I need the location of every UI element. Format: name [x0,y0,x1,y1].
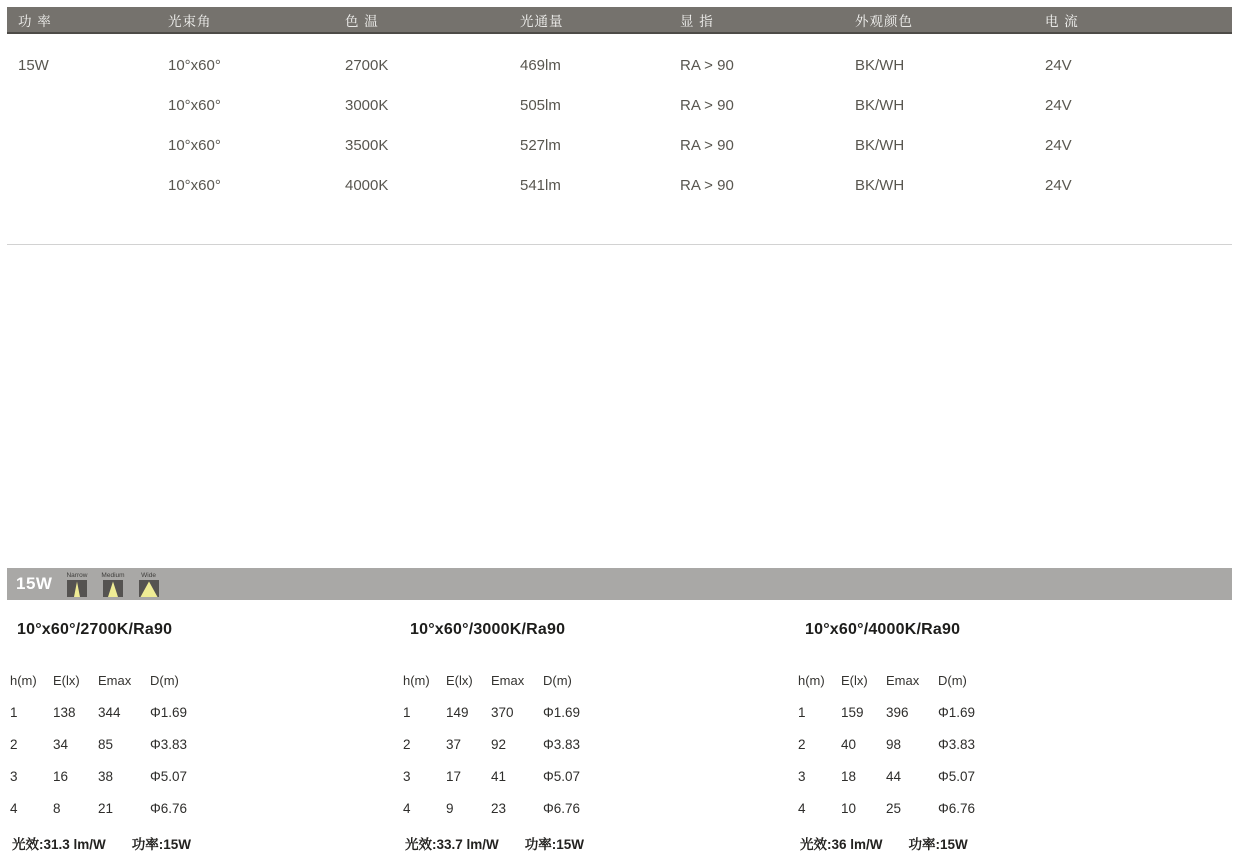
wide-beam-icon [139,580,159,597]
cell-elx: 34 [53,736,69,752]
table-row [10,696,250,728]
photometric-title: 10°x60°/2700K/Ra90 [17,621,173,638]
cell-emax: 370 [491,704,514,720]
spec-col-housing-color: 外观颜色 [855,13,913,29]
power-value: 功率:15W [131,837,192,852]
beam-item-narrow [66,572,87,597]
photometric-title: 10°x60°/3000K/Ra90 [410,621,566,638]
cell-d: Φ1.69 [150,704,188,720]
cell-luminous-flux: 469lm [520,56,561,74]
cell-beam-angle: 10°x60° [168,96,221,114]
table-row [798,728,1038,760]
photometric-header-row [798,664,1038,696]
efficacy-value: 光效:36 lm/W [800,837,883,852]
cell-beam-angle: 10°x60° [168,176,221,194]
cell-elx: 149 [446,704,469,720]
col-diameter: D(m) [543,672,572,688]
spec-col-cri: 显 指 [680,13,714,29]
cell-emax: 85 [98,736,114,752]
photometric-footer [403,826,590,858]
wide-beam-label: Wide [141,571,156,579]
col-height: h(m) [798,672,825,688]
table-row [798,696,1038,728]
cell-h: 2 [798,736,806,752]
photometric-grid [403,664,643,824]
cell-d: Φ6.76 [543,800,581,816]
cell-current: 24V [1045,56,1072,74]
col-emax: Emax [98,672,132,688]
cell-cct: 3000K [345,96,389,114]
cell-d: Φ5.07 [938,768,976,784]
photometric-table-2700k [10,620,250,858]
cell-d: Φ3.83 [543,736,581,752]
cell-elx: 17 [446,768,462,784]
col-elx: E(lx) [841,672,868,688]
col-diameter: D(m) [150,672,179,688]
cell-cri: RA > 90 [680,56,734,74]
cell-elx: 8 [53,800,61,816]
efficacy-value: 光效:33.7 lm/W [405,837,499,852]
cell-power: 15W [18,56,49,74]
table-row [10,728,250,760]
spec-col-power: 功 率 [18,13,52,29]
cell-luminous-flux: 505lm [520,96,561,114]
narrow-beam-label: Narrow [66,571,88,579]
cell-housing-color: BK/WH [855,56,905,74]
narrow-beam-icon [67,580,87,597]
cell-h: 2 [10,736,18,752]
cell-cri: RA > 90 [680,136,734,154]
cell-emax: 92 [491,736,507,752]
cell-housing-color: BK/WH [855,136,905,154]
beam-item-wide [139,572,159,597]
cell-elx: 10 [841,800,857,816]
photometric-table-3000k [403,620,643,858]
photometric-header-row [403,664,643,696]
cell-beam-angle: 10°x60° [168,56,221,74]
cell-luminous-flux: 541lm [520,176,561,194]
cell-emax: 38 [98,768,114,784]
table-row [403,760,643,792]
cell-luminous-flux: 527lm [520,136,561,154]
cell-emax: 21 [98,800,114,816]
table-row [7,165,1232,205]
medium-beam-label: Medium [101,571,125,579]
cell-elx: 159 [841,704,864,720]
photometric-grid [10,664,250,824]
section-divider [7,244,1232,245]
col-elx: E(lx) [53,672,80,688]
cell-cct: 2700K [345,56,389,74]
col-emax: Emax [886,672,920,688]
table-row [7,45,1232,85]
cell-cct: 4000K [345,176,389,194]
table-row [403,728,643,760]
cell-housing-color: BK/WH [855,176,905,194]
cell-d: Φ6.76 [938,800,976,816]
col-emax: Emax [491,672,525,688]
table-row [7,125,1232,165]
table-row [798,760,1038,792]
table-row [10,760,250,792]
cell-cri: RA > 90 [680,176,734,194]
cell-d: Φ3.83 [150,736,188,752]
cell-h: 1 [403,704,411,720]
table-row [798,792,1038,824]
cell-emax: 344 [98,704,121,720]
cell-h: 4 [10,800,18,816]
cell-h: 2 [403,736,411,752]
band-power-label: 15W [16,574,53,593]
table-row [403,696,643,728]
power-band [7,568,1232,600]
photometric-footer [10,826,197,858]
cell-cct: 3500K [345,136,389,154]
cell-h: 3 [403,768,411,784]
cell-beam-angle: 10°x60° [168,136,221,154]
spec-table-header-row [7,7,1232,34]
cell-h: 1 [10,704,18,720]
cell-h: 4 [798,800,806,816]
cell-emax: 98 [886,736,902,752]
cell-h: 3 [798,768,806,784]
cell-emax: 23 [491,800,507,816]
photometric-table-4000k [798,620,1038,858]
cell-emax: 44 [886,768,902,784]
cell-elx: 138 [53,704,76,720]
cell-current: 24V [1045,96,1072,114]
cell-d: Φ5.07 [543,768,581,784]
photometric-header-row [10,664,250,696]
cell-d: Φ6.76 [150,800,188,816]
cell-emax: 396 [886,704,909,720]
cell-current: 24V [1045,176,1072,194]
cell-emax: 25 [886,800,902,816]
cell-emax: 41 [491,768,507,784]
cell-h: 4 [403,800,411,816]
photometric-footer [798,826,983,858]
cell-elx: 37 [446,736,462,752]
cell-cri: RA > 90 [680,96,734,114]
cell-h: 1 [798,704,806,720]
beam-item-medium [101,572,124,597]
cell-elx: 18 [841,768,857,784]
table-row [10,792,250,824]
beam-icon-group [66,572,158,597]
spec-col-cct: 色 温 [345,13,379,29]
spec-col-luminous-flux: 光通量 [520,13,564,29]
col-height: h(m) [10,672,37,688]
cell-elx: 16 [53,768,69,784]
cell-current: 24V [1045,136,1072,154]
col-diameter: D(m) [938,672,967,688]
power-value: 功率:15W [908,837,968,852]
medium-beam-icon [103,580,123,597]
cell-d: Φ3.83 [938,736,976,752]
photometric-title: 10°x60°/4000K/Ra90 [805,621,961,638]
cell-d: Φ5.07 [150,768,188,784]
spec-col-current: 电 流 [1045,13,1079,29]
table-row [7,85,1232,125]
spec-col-beam-angle: 光束角 [168,13,212,29]
cell-housing-color: BK/WH [855,96,905,114]
cell-d: Φ1.69 [543,704,581,720]
col-height: h(m) [403,672,430,688]
power-value: 功率:15W [524,837,585,852]
cell-elx: 40 [841,736,857,752]
cell-elx: 9 [446,800,454,816]
photometric-grid [798,664,1038,824]
table-row [403,792,643,824]
cell-d: Φ1.69 [938,704,976,720]
efficacy-value: 光效:31.3 lm/W [12,837,106,852]
spec-table-body [7,45,1232,205]
cell-h: 3 [10,768,18,784]
col-elx: E(lx) [446,672,473,688]
